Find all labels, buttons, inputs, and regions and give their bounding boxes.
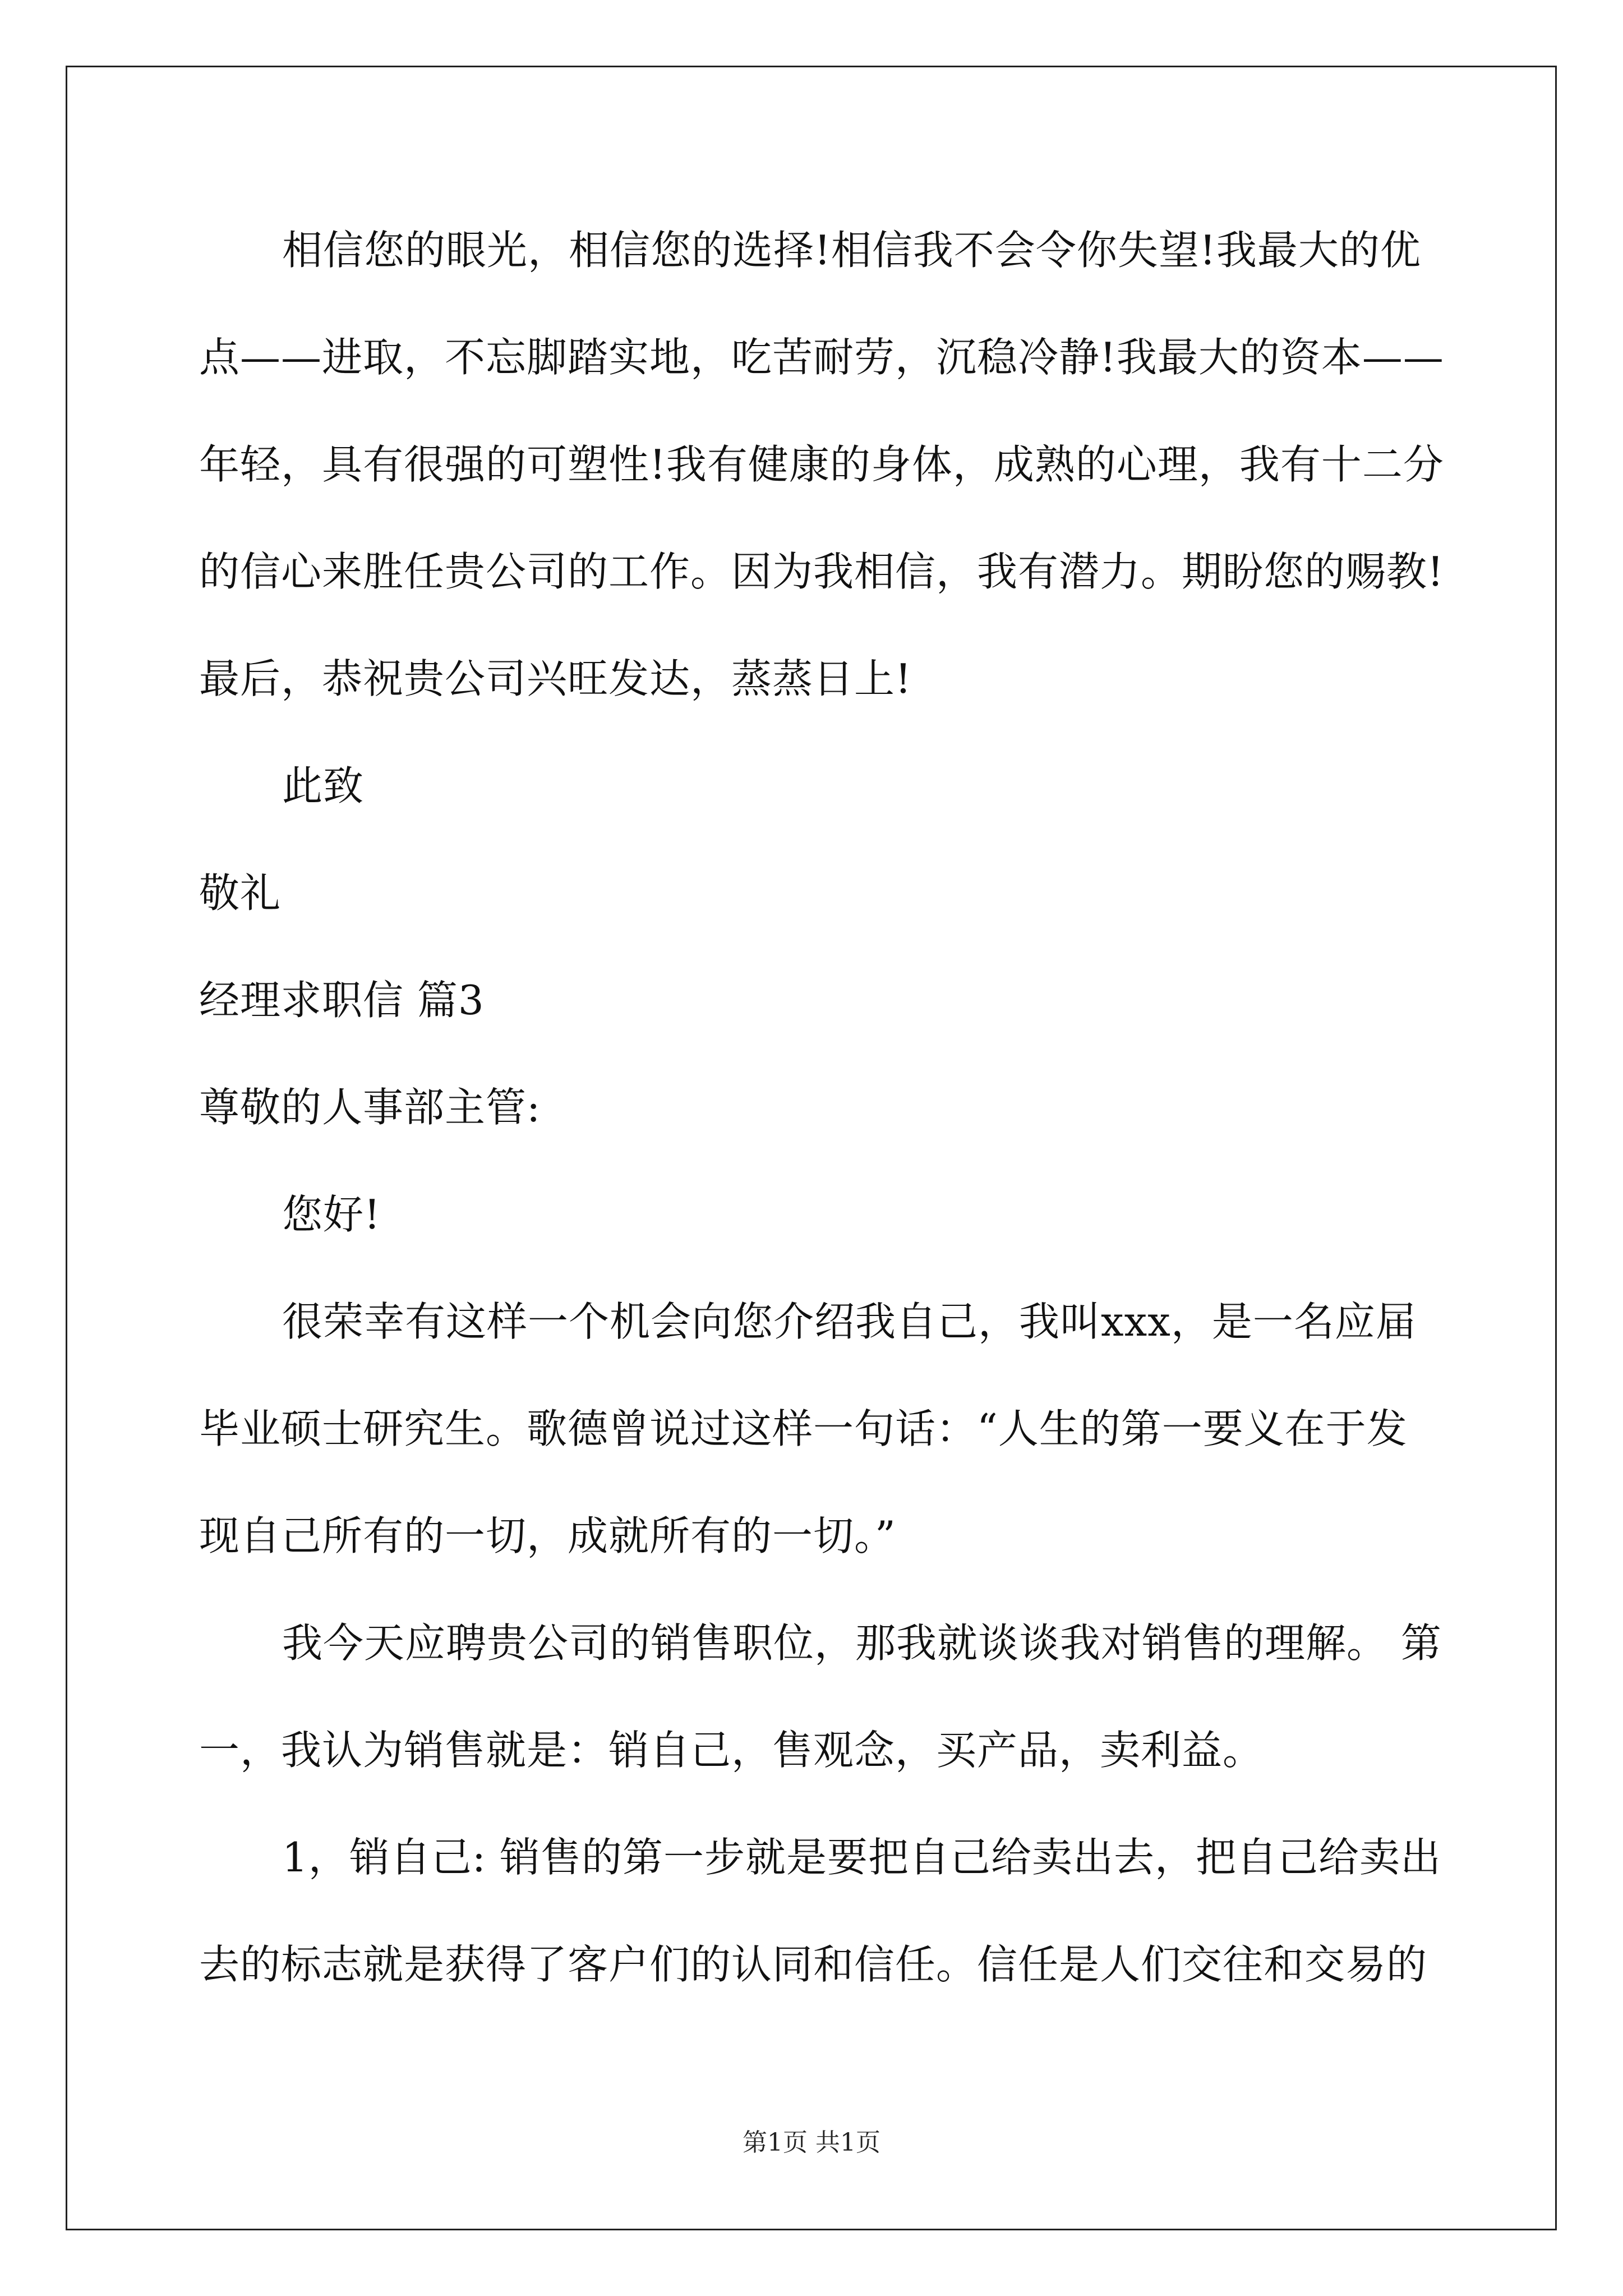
paragraph-line: 我今天应聘贵公司的销售职位，那我就谈谈我对销售的理解。 第	[282, 1619, 1442, 1667]
salutation: 尊敬的人事部主管:	[199, 1084, 541, 1131]
paragraph-line: 1，销自己: 销售的第一步就是要把自己给卖出去，把自己给卖出	[282, 1834, 1441, 1881]
paragraph-line: 最后，恭祝贵公司兴旺发达，蒸蒸日上!	[199, 655, 912, 702]
paragraph-line: 点——进取，不忘脚踏实地，吃苦耐劳，沉稳冷静!我最大的资本——	[199, 334, 1444, 381]
paragraph-line: 毕业硕士研究生。歌德曾说过这样一句话：“人生的第一要义在于发	[199, 1405, 1408, 1452]
paragraph-line: 相信您的眼光，相信您的选择!相信我不会令你失望!我最大的优	[282, 227, 1421, 274]
document-body	[199, 0, 1444, 2132]
closing-line: 此致	[282, 762, 365, 809]
paragraph-line: 很荣幸有这样一个机会向您介绍我自己，我叫xxx，是一名应届	[282, 1298, 1417, 1345]
closing-line: 敬礼	[199, 869, 282, 917]
paragraph-line: 的信心来胜任贵公司的工作。因为我相信，我有潜力。期盼您的赐教!	[199, 548, 1444, 595]
paragraph-line: 年轻，具有很强的可塑性!我有健康的身体，成熟的心理，我有十二分	[199, 441, 1444, 488]
paragraph-line: 一，我认为销售就是：销自己，售观念，买产品，卖利益。	[199, 1727, 1264, 1774]
paragraph-line: 现自己所有的一切，成就所有的一切。”	[199, 1512, 896, 1559]
greeting: 您好!	[282, 1191, 381, 1238]
section-heading: 经理求职信 篇3	[199, 977, 485, 1024]
paragraph-line: 去的标志就是获得了客户们的认同和信任。信任是人们交往和交易的	[199, 1941, 1428, 1988]
page-footer: 第1页 共1页	[743, 2128, 880, 2157]
